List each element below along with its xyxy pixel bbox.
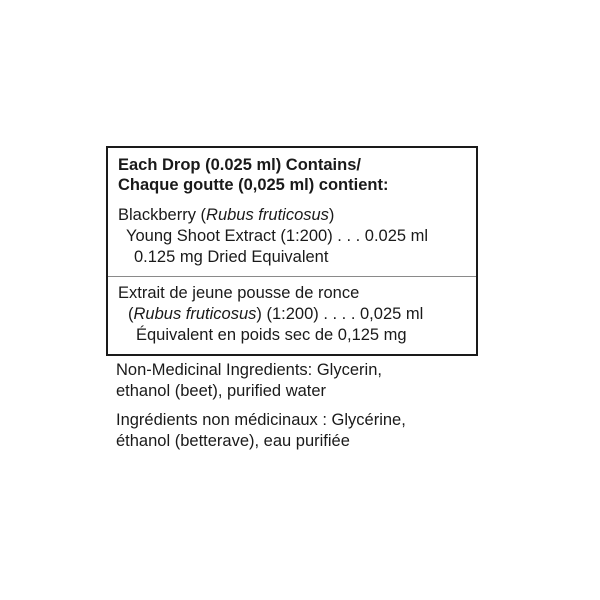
header-french: Chaque goutte (0,025 ml) contient: bbox=[118, 176, 389, 194]
latin-line-fr bbox=[118, 304, 466, 325]
non-medicinal-en-line1: Non-Medicinal Ingredients: Glycerin, bbox=[116, 361, 382, 379]
non-medicinal-fr bbox=[116, 410, 468, 452]
box-header bbox=[108, 148, 476, 195]
latin-prefix-fr: ( bbox=[128, 305, 134, 323]
french-section bbox=[108, 277, 476, 354]
ingredients-box bbox=[106, 146, 478, 356]
english-section bbox=[108, 195, 476, 276]
latin-name-fr: Rubus fruticosus bbox=[133, 305, 257, 323]
non-medicinal-fr-line1: Ingrédients non médicinaux : Glycérine, bbox=[116, 411, 406, 429]
header-english: Each Drop (0.025 ml) Contains/ bbox=[118, 156, 361, 174]
non-medicinal-fr-line2: éthanol (betterave), eau purifiée bbox=[116, 432, 350, 450]
extract-line-en: Young Shoot Extract (1:200) . . . 0.025 ml bbox=[126, 227, 429, 245]
equivalent-line-fr: Équivalent en poids sec de 0,125 mg bbox=[136, 326, 407, 344]
product-label bbox=[106, 146, 478, 460]
ingredient-prefix: Blackberry ( bbox=[118, 206, 207, 224]
non-medicinal-en-line2: ethanol (beet), purified water bbox=[116, 382, 327, 400]
equivalent-line-en: 0.125 mg Dried Equivalent bbox=[134, 248, 329, 266]
non-medicinal-section bbox=[106, 356, 478, 452]
non-medicinal-en bbox=[116, 360, 468, 402]
ratio-line-fr: ) (1:200) . . . . 0,025 ml bbox=[256, 305, 424, 323]
latin-name-en: Rubus fruticosus bbox=[206, 206, 329, 224]
extract-line-fr: Extrait de jeune pousse de ronce bbox=[118, 284, 360, 302]
ingredient-name-en bbox=[118, 205, 466, 226]
ingredient-suffix: ) bbox=[328, 206, 335, 224]
